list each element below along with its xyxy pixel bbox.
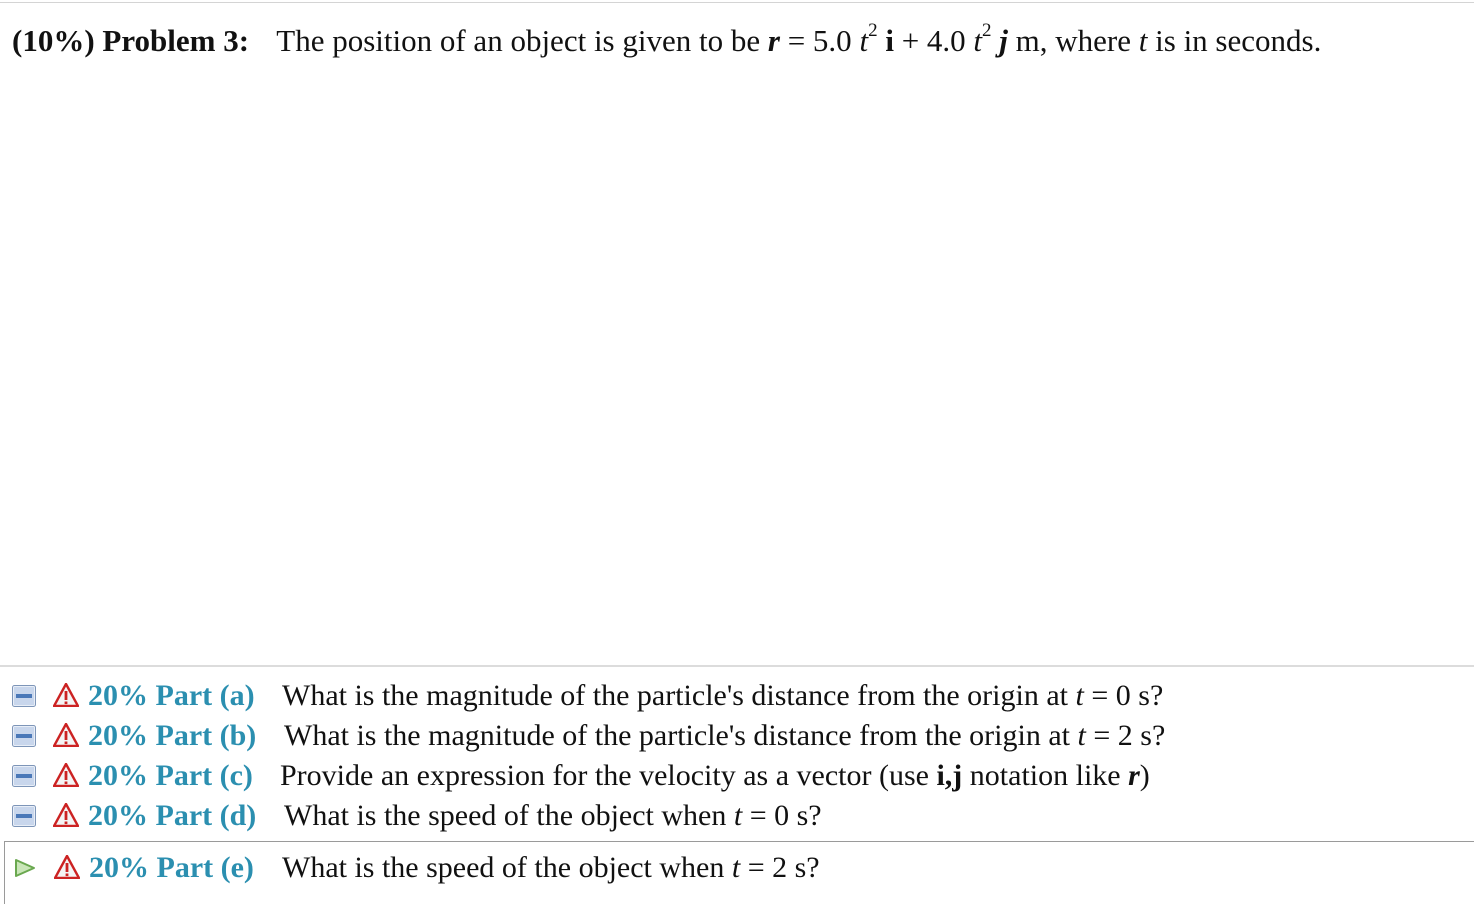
- part-c-label[interactable]: 20% Part (c): [88, 759, 253, 792]
- question-text: = 0 s?: [1091, 679, 1164, 712]
- collapse-toggle-icon[interactable]: [12, 765, 36, 787]
- time-variable: t: [731, 851, 741, 884]
- question-text: notation like: [969, 759, 1121, 792]
- problem-text: is in seconds.: [1155, 23, 1322, 58]
- part-b-row[interactable]: [0, 716, 1474, 756]
- question-text: What is the speed of the object when: [284, 799, 727, 832]
- question-text: = 0 s?: [749, 799, 822, 832]
- part-c-row[interactable]: [0, 756, 1474, 796]
- part-a-question: [282, 676, 1163, 716]
- time-variable: t: [733, 799, 743, 832]
- time-variable: t: [1077, 719, 1086, 752]
- parts-list: [0, 676, 1474, 836]
- parts-divider: [0, 665, 1474, 667]
- part-d-question: [284, 796, 822, 836]
- time-variable: t: [973, 23, 983, 58]
- unit-vector-j: j: [999, 23, 1008, 58]
- problem-text: m, where: [1015, 23, 1132, 58]
- part-b-label[interactable]: 20% Part (b): [88, 719, 257, 752]
- problem-statement: [12, 19, 1322, 60]
- position-vector-symbol: r: [767, 23, 780, 58]
- warning-icon: [53, 723, 79, 747]
- question-text: = 2 s?: [1093, 719, 1166, 752]
- position-vector-symbol: r: [1128, 759, 1140, 792]
- part-d-label[interactable]: 20% Part (d): [88, 799, 257, 832]
- problem-text: + 4.0: [901, 23, 966, 58]
- question-text: Provide an expression for the velocity as a vector (use: [280, 759, 929, 792]
- unit-vector-i: i: [885, 23, 894, 58]
- warning-icon: [53, 683, 79, 707]
- problem-text: The position of an object is given to be: [276, 23, 761, 58]
- part-e-label[interactable]: 20% Part (e): [89, 851, 254, 884]
- part-c-question: [280, 756, 1150, 796]
- ij-notation: i,j: [936, 759, 963, 792]
- question-text: What is the magnitude of the particle's distance from the origin at: [284, 719, 1070, 752]
- question-text: = 2 s?: [747, 851, 820, 884]
- collapse-toggle-icon[interactable]: [12, 685, 36, 707]
- question-text: ): [1139, 759, 1150, 792]
- exponent: 2: [982, 19, 992, 41]
- exponent: 2: [868, 19, 878, 41]
- warning-icon: [53, 803, 79, 827]
- problem-title: Problem 3:: [102, 23, 250, 58]
- time-variable: t: [859, 23, 869, 58]
- part-e-row[interactable]: [1, 848, 1474, 888]
- part-b-question: [284, 716, 1165, 756]
- part-d-row[interactable]: [0, 796, 1474, 836]
- problem-weight: (10%): [12, 23, 95, 58]
- warning-icon: [53, 763, 79, 787]
- question-text: What is the magnitude of the particle's distance from the origin at: [282, 679, 1068, 712]
- expand-play-icon[interactable]: [13, 858, 37, 878]
- question-text: What is the speed of the object when: [282, 851, 725, 884]
- warning-icon: [54, 855, 80, 879]
- part-e-container: [4, 841, 1474, 904]
- collapse-toggle-icon[interactable]: [12, 805, 36, 827]
- problem-text: = 5.0: [787, 23, 852, 58]
- collapse-toggle-icon[interactable]: [12, 725, 36, 747]
- part-a-label[interactable]: 20% Part (a): [88, 679, 255, 712]
- time-variable: t: [1075, 679, 1084, 712]
- part-e-question: [282, 848, 820, 888]
- top-divider: [0, 2, 1474, 3]
- time-variable: t: [1138, 23, 1148, 58]
- part-a-row[interactable]: [0, 676, 1474, 716]
